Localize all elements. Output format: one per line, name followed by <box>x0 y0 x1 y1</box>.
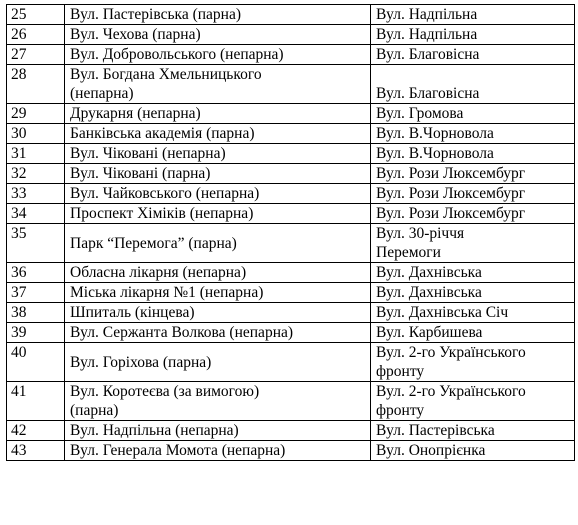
terminal-street-cell <box>371 104 575 124</box>
row-number: 35 <box>7 224 65 263</box>
row-number: 40 <box>7 343 65 382</box>
stop-name: Вул. Богдана Хмельницького <box>70 66 262 83</box>
stop-name-cell <box>65 104 371 124</box>
table-row <box>7 204 575 224</box>
stop-name-cell <box>65 382 371 421</box>
row-number: 37 <box>7 283 65 303</box>
terminal-street-cell <box>371 421 575 441</box>
stop-name-cell <box>65 65 371 104</box>
terminal-street-cell <box>371 5 575 25</box>
table-row <box>7 421 575 441</box>
row-number: 38 <box>7 303 65 323</box>
table-row <box>7 25 575 45</box>
stop-name: Міська лікарня №1 (непарна) <box>70 284 264 301</box>
terminal-street-cell <box>371 144 575 164</box>
table-row <box>7 164 575 184</box>
stop-name: Друкарня (непарна) <box>70 105 201 122</box>
table-row <box>7 144 575 164</box>
stop-name-cell <box>65 184 371 204</box>
stop-name-cell <box>65 441 371 461</box>
stop-name: Вул. Генерала Момота (непарна) <box>70 442 286 459</box>
row-number: 26 <box>7 25 65 45</box>
stops-table <box>6 4 575 461</box>
stop-name: Обласна лікарня (непарна) <box>70 264 247 281</box>
table-row <box>7 263 575 283</box>
terminal-street: Вул. 30-річчя <box>376 225 465 242</box>
row-number: 33 <box>7 184 65 204</box>
terminal-street-cell <box>371 323 575 343</box>
row-number: 29 <box>7 104 65 124</box>
terminal-street-cell <box>371 184 575 204</box>
stop-name-cell <box>65 283 371 303</box>
stop-name: Вул. Горіхова (парна) <box>70 353 212 371</box>
stop-name-cell <box>65 164 371 184</box>
table-row <box>7 303 575 323</box>
row-number: 32 <box>7 164 65 184</box>
stop-name-cell <box>65 323 371 343</box>
stop-name: Вул. Чайковського (непарна) <box>70 185 260 202</box>
terminal-street-cell <box>371 303 575 323</box>
stop-name-cell <box>65 263 371 283</box>
terminal-street: Вул. Карбишева <box>376 324 483 341</box>
stop-name-cell <box>65 5 371 25</box>
terminal-street: фронту <box>376 363 425 380</box>
terminal-street: Вул. Благовісна <box>376 46 480 63</box>
row-number: 39 <box>7 323 65 343</box>
table-row <box>7 65 575 104</box>
terminal-street-cell <box>371 263 575 283</box>
terminal-street-cell <box>371 164 575 184</box>
terminal-street-cell <box>371 343 575 382</box>
terminal-street: Вул. 2-го Українського <box>376 383 526 400</box>
stop-name: Банківська академія (парна) <box>70 125 255 142</box>
terminal-street: Вул. Надпільна <box>376 6 478 23</box>
terminal-street: Вул. Онопрієнка <box>376 442 486 459</box>
terminal-street-cell <box>371 124 575 144</box>
terminal-street-cell <box>371 224 575 263</box>
terminal-street: Вул. Громова <box>376 105 464 122</box>
row-number: 43 <box>7 441 65 461</box>
row-number: 34 <box>7 204 65 224</box>
stop-name: Шпиталь (кінцева) <box>70 304 195 321</box>
table-row <box>7 224 575 263</box>
table-row <box>7 441 575 461</box>
terminal-street: Вул. В.Чорновола <box>376 145 494 162</box>
stop-name: Проспект Хіміків (непарна) <box>70 205 254 222</box>
terminal-street: Вул. Пастерівська <box>376 422 495 439</box>
terminal-street: Вул. Благовісна <box>376 85 480 102</box>
terminal-street: фронту <box>376 402 425 419</box>
table-row <box>7 104 575 124</box>
stop-name: (парна) <box>70 402 119 419</box>
terminal-street: Вул. Дахнівська <box>376 264 482 281</box>
terminal-street-cell <box>371 65 575 104</box>
stop-name-cell <box>65 421 371 441</box>
stop-name-cell <box>65 343 371 382</box>
stop-name: Вул. Чіковані (непарна) <box>70 145 226 162</box>
stop-name-cell <box>65 45 371 65</box>
stop-name: Вул. Надпільна (непарна) <box>70 422 239 439</box>
stop-name: Парк “Перемога” (парна) <box>70 234 237 252</box>
terminal-street: Вул. В.Чорновола <box>376 125 494 142</box>
stop-name: Вул. Сержанта Волкова (непарна) <box>70 324 294 341</box>
row-number: 31 <box>7 144 65 164</box>
stops-table-body <box>7 5 575 461</box>
row-number: 28 <box>7 65 65 104</box>
stop-name: Вул. Чехова (парна) <box>70 26 201 43</box>
row-number: 27 <box>7 45 65 65</box>
stop-name-cell <box>65 124 371 144</box>
stop-name: Вул. Чіковані (парна) <box>70 165 211 182</box>
table-row <box>7 283 575 303</box>
terminal-street: Вул. Надпільна <box>376 26 478 43</box>
row-number: 41 <box>7 382 65 421</box>
table-row <box>7 5 575 25</box>
terminal-street-cell <box>371 25 575 45</box>
row-number: 25 <box>7 5 65 25</box>
stop-name: (непарна) <box>70 85 134 102</box>
stop-name-cell <box>65 204 371 224</box>
table-row <box>7 382 575 421</box>
terminal-street-cell <box>371 45 575 65</box>
terminal-street-cell <box>371 204 575 224</box>
table-row <box>7 323 575 343</box>
stop-name: Вул. Пастерівська (парна) <box>70 6 241 23</box>
terminal-street: Вул. Дахнівська Січ <box>376 304 509 321</box>
terminal-street: Перемоги <box>376 244 441 261</box>
terminal-street: Вул. Рози Люксембург <box>376 205 526 222</box>
table-row <box>7 343 575 382</box>
row-number: 42 <box>7 421 65 441</box>
stop-name-cell <box>65 25 371 45</box>
row-number: 36 <box>7 263 65 283</box>
table-row <box>7 45 575 65</box>
terminal-street-cell <box>371 441 575 461</box>
table-row <box>7 124 575 144</box>
terminal-street: Вул. 2-го Українського <box>376 344 526 361</box>
stop-name: Вул. Добровольського (непарна) <box>70 46 284 63</box>
terminal-street: Вул. Рози Люксембург <box>376 165 526 182</box>
table-row <box>7 184 575 204</box>
row-number: 30 <box>7 124 65 144</box>
stop-name-cell <box>65 303 371 323</box>
terminal-street-cell <box>371 283 575 303</box>
terminal-street-cell <box>371 382 575 421</box>
terminal-street: Вул. Дахнівська <box>376 284 482 301</box>
stop-name-cell <box>65 224 371 263</box>
stop-name: Вул. Коротеєва (за вимогою) <box>70 383 260 400</box>
terminal-street: Вул. Рози Люксембург <box>376 185 526 202</box>
stop-name-cell <box>65 144 371 164</box>
